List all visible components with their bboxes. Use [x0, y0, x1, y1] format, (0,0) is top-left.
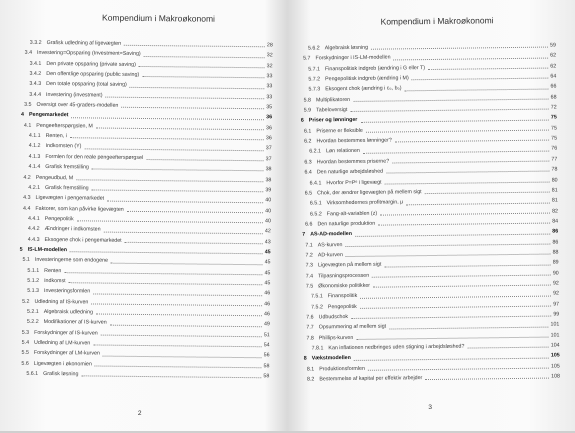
toc-entry-number: 4.1.1 [28, 132, 41, 140]
toc-entry-number: 4.2.1 [28, 184, 41, 191]
toc-entry-title: Renten [44, 267, 62, 274]
toc-entry-number: 8.1 [306, 366, 315, 373]
toc-entry-title: Investering (investment) [46, 91, 103, 99]
toc-entry-title: Investering=Opsparing (Investment=Saving) [37, 50, 141, 58]
toc-entry-page: 40 [265, 218, 271, 225]
toc-entry-page: 101 [550, 321, 560, 328]
toc-entry-page: 33 [266, 83, 273, 90]
toc-entry-number: 5.1 [22, 257, 30, 264]
toc-entry-title: Hvorfor P=Pᵉ i ligevægt [326, 179, 382, 186]
toc-entry-page: 42 [264, 228, 271, 235]
toc-entry-page: 108 [551, 373, 561, 380]
toc-entry-number: 5.2.1 [26, 308, 39, 315]
toc-entry-title: Tilpasningsprocessen [318, 272, 370, 279]
toc-entry-number: 3.3.2 [29, 39, 42, 46]
toc-entry-page: 76 [551, 145, 558, 153]
toc-entry-number: 4 [21, 112, 25, 119]
toc-entry-page: 68 [550, 94, 557, 101]
toc-entry-title: Opsummering af mellem sigt [318, 323, 387, 331]
toc-entry-page: 101 [550, 332, 560, 339]
toc-entry-title: Virksomhedernes profitmargin, μ [326, 199, 404, 207]
toc-entry-title: Grafisk udledning af ligevægten [46, 40, 122, 47]
toc-entry-number: 7.6 [306, 314, 314, 321]
toc-entry-number: 6.5 [304, 190, 313, 197]
toc-entry-page: 88 [552, 249, 559, 256]
toc-entry-title: Multiplikatoren [315, 96, 351, 104]
toc-entry-page: 46 [264, 300, 271, 307]
running-header-right: Kompendium i Makroøkonomi [380, 15, 494, 27]
toc-entry-page: 45 [264, 269, 271, 276]
right-page [285, 0, 575, 433]
toc-entry-page: 56 [263, 352, 270, 359]
toc-entry-number: 7.3 [305, 262, 314, 269]
toc-entry-title: Pengepolitisk indgreb (ændring i M) [325, 75, 409, 83]
toc-entry-number: 5.7.1 [308, 66, 321, 73]
toc-entry-page: 66 [550, 83, 557, 90]
toc-entry-number: 3.4.2 [29, 70, 42, 77]
toc-entry-number: 6.3 [304, 159, 312, 166]
toc-entry-page: 32 [266, 63, 273, 70]
toc-entry-title: Ændringer i indkomsten [44, 226, 101, 233]
toc-entry-title: Grafisk fremstilling [45, 184, 89, 192]
toc-entry-number: 5.2.2 [26, 319, 39, 326]
toc-entry-page: 32 [266, 52, 273, 59]
dot-leader [81, 376, 261, 379]
toc-entry-number: 5.1.2 [27, 277, 40, 284]
toc-entry-number: 4.4.3 [27, 236, 40, 243]
toc-entry-number: 7.2 [305, 252, 313, 259]
toc-entry-number: 3.5 [24, 101, 32, 108]
toc-entry-page: 54 [263, 342, 270, 349]
toc-entry-page: 75 [551, 125, 557, 132]
toc-entry-title: Pengepolitik [327, 303, 357, 310]
toc-entry-page: 99 [553, 311, 560, 318]
toc-entry-number: 4.3 [23, 194, 31, 202]
toc-entry-title: Kan inflationen nedbringes uden stigning i arbejdsløshed? [328, 343, 465, 352]
toc-entry-number: 7.5.2 [311, 303, 323, 311]
toc-entry-number: 7.8.1 [311, 345, 324, 352]
toc-entry-page: 58 [263, 362, 270, 370]
toc-entry-page: 45 [264, 249, 271, 256]
toc-entry-number: 4.4 [23, 205, 31, 212]
toc-entry-title: Løn relationen [325, 148, 360, 155]
toc-entry-page: 39 [265, 187, 272, 194]
toc-entry-number: 6.2 [304, 138, 312, 145]
toc-entry-page: 82 [552, 208, 558, 215]
toc-entry-number: 6.1 [303, 128, 312, 135]
toc-entry-page: 33 [266, 94, 273, 101]
toc-entry-page: 40 [265, 207, 272, 214]
toc-entry-title: Udledning af LM-kurven [34, 339, 91, 347]
toc-entry-title: Bestemmelse af kapital per effektiv arbejder [319, 375, 423, 383]
running-header-left: Kompendium i Makroøkonomi [102, 12, 216, 24]
toc-entry-title: Eksogene chok i pengemarkedet [44, 236, 122, 244]
toc-entry-page: 75 [551, 135, 558, 142]
toc-entry-title: Eksogent chok (ændring i c₀, b₀) [325, 85, 402, 93]
toc-entry-number: 8 [303, 355, 307, 362]
toc-entry-title: Ligevægten i pengemarkedet [35, 195, 105, 202]
page-number-right: 3 [428, 404, 433, 412]
toc-entry-number: 7.8 [306, 335, 314, 342]
toc-entry-number: 6.5.2 [309, 210, 322, 218]
toc-entry-page: 84 [552, 218, 559, 225]
toc-entry-number: 3.4.4 [29, 91, 42, 98]
toc-entry-page: 75 [550, 114, 557, 121]
toc-entry-title: Ligevægten i økonomien [33, 360, 92, 368]
toc-entry-page: 72 [550, 104, 557, 111]
toc-entry-number: 4.4.2 [27, 226, 40, 233]
toc-entry-number: 7.4 [305, 273, 314, 280]
toc-entry-number: 7.7 [306, 324, 314, 331]
toc-entry-number: 5.7.2 [308, 76, 321, 83]
toc-entry-number: 5.2 [22, 298, 30, 305]
toc-entry-page: 105 [550, 352, 560, 359]
toc-entry-number: 7.5.1 [310, 293, 323, 300]
toc-entry-page: 46 [264, 290, 271, 297]
toc-entry-number: 6.4.1 [309, 179, 322, 187]
toc-entry-title: Faktorer, som kan påvirke ligevægten [35, 205, 124, 213]
toc-entry-page: 28 [266, 42, 273, 49]
toc-entry-number: 5 [19, 246, 23, 253]
toc-entry-number: 5.9 [303, 107, 312, 114]
toc-entry-title: Forskydninger af IS-kurven [34, 329, 98, 337]
toc-entry-number: 3.4.1 [29, 60, 42, 67]
toc-entry-number: 6.5.1 [309, 200, 322, 207]
toc-entry-title: Priser og lønninger [308, 117, 358, 124]
toc-entry-title: Grafisk løsning [43, 371, 79, 378]
toc-entry-number: 4.1.3 [28, 153, 41, 160]
toc-entry-title: AS-AD-modellen [310, 231, 353, 238]
toc-entry-title: AD-kurven [317, 252, 343, 259]
toc-entry-number: 6 [300, 118, 304, 125]
toc-entry-title: Investeringerne som endogene [34, 257, 108, 264]
toc-entry-number: 5.7 [303, 55, 311, 62]
toc-entry-title: Forskydninger af LM-kurven [33, 350, 100, 357]
toc-entry-page: 92 [553, 290, 560, 297]
toc-entry-title: Algebraisk løsning [324, 44, 369, 52]
toc-entry-page: 97 [553, 301, 560, 308]
toc-entry-title: Phillips-kurven [318, 334, 354, 342]
toc-entry-page: 86 [552, 228, 559, 235]
table-of-contents-left [18, 36, 273, 380]
toc-entry-title: Fang-alt-variablen (z) [326, 210, 378, 217]
toc-entry-row [18, 367, 269, 380]
toc-entry-title: Pengemarkedet [28, 112, 69, 119]
toc-entry-number: 5.1.3 [27, 288, 40, 295]
toc-entry-page: 104 [550, 342, 560, 349]
toc-entry-title: Formlen for den reale pengeefterspørgsel [45, 153, 144, 161]
toc-entry-number: 5.6.1 [26, 370, 39, 377]
toc-entry-title: Den offentlige opsparing (public saving) [46, 71, 140, 79]
toc-entry-title: Udbudschok [318, 314, 349, 321]
table-of-contents-right [300, 38, 560, 382]
toc-entry-page: 80 [551, 176, 558, 184]
toc-entry-number: 6.2.1 [309, 148, 322, 155]
toc-entry-title: Den naturlige arbejdsløshed [316, 168, 384, 176]
toc-entry-title: Den naturlige produktion [317, 220, 376, 228]
toc-entry-number: 6.4 [304, 169, 312, 176]
toc-entry-number: 6.6 [305, 221, 313, 228]
toc-entry-title: Den totale opsparing (total saving) [46, 81, 127, 89]
toc-entry-page: 45 [264, 280, 271, 287]
toc-entry-page: 62 [550, 63, 557, 70]
toc-entry-number: 4.4.1 [27, 215, 40, 222]
toc-entry-page: 38 [265, 166, 272, 173]
toc-entry-number: 5.4 [21, 339, 30, 346]
toc-entry-page: 45 [264, 259, 271, 266]
toc-entry-page: 86 [552, 239, 559, 246]
toc-entry-title: Indkomst [44, 277, 66, 285]
toc-entry-title: Tabeloversigt [316, 107, 348, 114]
toc-entry-page: 43 [264, 238, 271, 245]
toc-entry-title: Hvordan bestemmes priserne? [316, 158, 390, 166]
toc-entry-page: 33 [266, 73, 273, 80]
toc-entry-number: 4.1.4 [28, 163, 41, 171]
toc-entry-page: 51 [263, 331, 270, 339]
toc-entry-page: 64 [550, 73, 557, 80]
toc-entry-page: 81 [551, 187, 558, 194]
toc-entry-number: 7.1 [305, 242, 313, 249]
toc-entry-title: Priserne er fleksible [316, 127, 363, 135]
toc-entry-page: 49 [263, 321, 270, 328]
toc-entry-title: IS-LM-modellen [27, 246, 68, 254]
toc-entry-page: 62 [550, 52, 557, 59]
toc-entry-number: 5.3 [21, 329, 30, 336]
toc-entry-page: 36 [265, 135, 272, 142]
toc-entry-title: Indkomsten (Y) [45, 143, 82, 150]
toc-entry-title: Finanspolitik [327, 293, 358, 300]
toc-entry-page: 37 [265, 145, 272, 152]
toc-entry-page: 77 [551, 156, 558, 163]
toc-entry-number: 5.1.1 [27, 267, 40, 274]
toc-entry-title: Investeringsformlen [43, 288, 91, 295]
toc-entry-page: 36 [265, 125, 272, 132]
toc-entry-title: Algebraisk udledning [43, 308, 93, 316]
toc-entry-number: 7.5 [305, 283, 314, 290]
toc-entry-number: 3.4.3 [29, 81, 42, 88]
toc-entry-title: Den private opsparing (private saving) [46, 60, 136, 68]
toc-entry-title: Udledning af IS-kurven [34, 298, 89, 306]
toc-entry-title: Pengeefterspørgslen, M [36, 122, 93, 130]
dot-leader [425, 378, 549, 381]
toc-entry-title: Grafisk fremstilling [45, 164, 89, 171]
toc-entry-number: 5.8 [303, 97, 311, 104]
toc-entry-page: 35 [266, 104, 273, 111]
page-number-left: 2 [137, 409, 142, 417]
toc-entry-page: 92 [552, 280, 559, 287]
toc-entry-title: Pengeudbud, M [35, 174, 74, 181]
toc-entry-page: 38 [265, 176, 272, 183]
toc-entry-title: Chok, der ændrer ligevægten på mellem sigt [317, 188, 422, 197]
toc-entry-number: 5.5 [21, 350, 29, 357]
toc-entry-title: Ligevægten på mellem sigt [317, 261, 382, 269]
toc-entry-page: 78 [551, 166, 558, 173]
toc-entry-title: Økonomiske politikker [318, 282, 371, 290]
toc-entry-page: 81 [551, 197, 558, 204]
toc-entry-title: Renten, i [45, 133, 67, 140]
toc-entry-number: 4.1.2 [28, 143, 41, 150]
toc-entry-number: 5.7.3 [308, 86, 321, 93]
toc-entry-page: 36 [266, 114, 273, 121]
toc-entry-title: Vækstmodellen [311, 355, 351, 362]
toc-entry-title: Modifikationer af IS-kurven [43, 319, 107, 326]
toc-entry-page: 46 [264, 311, 271, 318]
toc-entry-page: 89 [552, 259, 559, 266]
toc-entry-title: Finanspolitisk indgreb (ændring i G eller T) [324, 64, 426, 73]
toc-entry-page: 59 [549, 42, 556, 49]
toc-entry-number: 3.4 [24, 50, 33, 57]
toc-entry-number: 8.2 [306, 376, 315, 383]
toc-entry-number: 5.6.2 [307, 45, 320, 52]
toc-entry-title: Hvordan bestemmes lønninger? [316, 137, 392, 145]
toc-entry-number: 4.2 [23, 174, 31, 181]
toc-entry-number: 4.1 [23, 122, 32, 129]
toc-entry-title: Forskydninger i IS-LM-modellen [315, 54, 391, 62]
toc-entry-title: Oversigt over 45-graders-modellen [36, 101, 119, 109]
toc-entry-title: AS-kurven [317, 241, 343, 248]
toc-entry-title: Produktionsformlen [319, 365, 365, 373]
toc-entry-page: 58 [263, 373, 270, 380]
toc-entry-number: 7 [302, 231, 306, 238]
toc-entry-title: Pengepolitik [44, 215, 74, 223]
toc-entry-number: 5.6 [21, 360, 29, 367]
toc-entry-page: 37 [265, 156, 272, 163]
toc-entry-page: 40 [265, 197, 272, 204]
toc-entry-page: 105 [550, 363, 560, 370]
toc-entry-page: 90 [552, 270, 559, 277]
